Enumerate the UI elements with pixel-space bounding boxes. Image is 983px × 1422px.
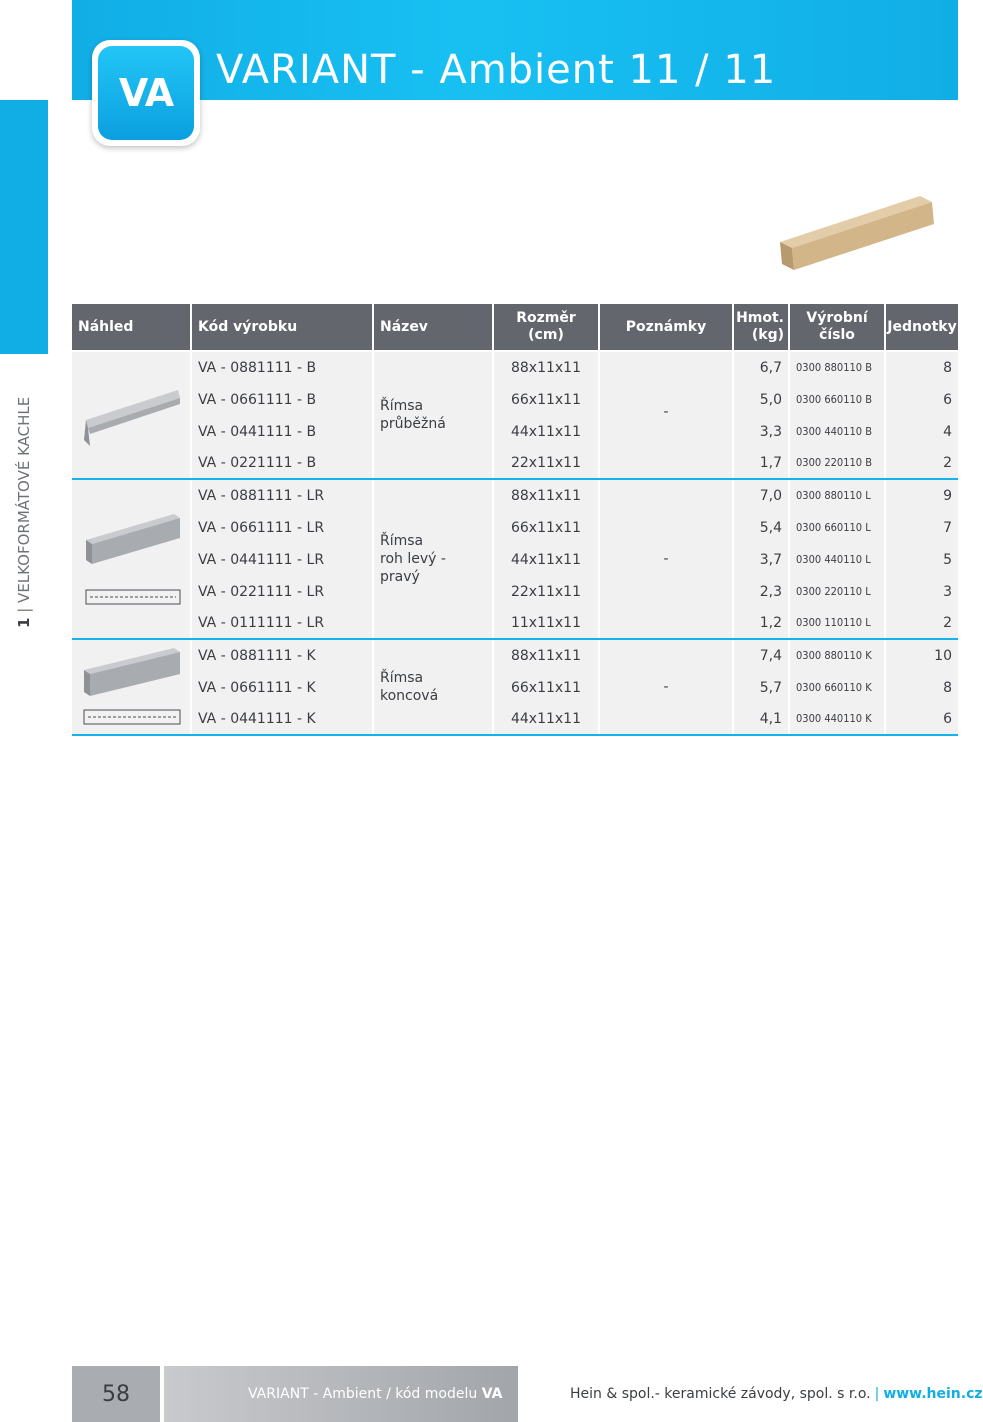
- code-cell: VA - 0881111 - K: [192, 640, 372, 672]
- prod-number-cell: 0300 110110 L: [790, 608, 884, 638]
- product-name-line1: Římsa: [380, 533, 424, 549]
- prod-number-cell: 0300 660110 K: [790, 672, 884, 704]
- units-cell: 3: [886, 576, 958, 608]
- col-header-prod-number: Výrobní číslo: [790, 304, 884, 350]
- prod-number-cell: 0300 220110 B: [790, 448, 884, 478]
- code-cell: VA - 0661111 - B: [192, 384, 372, 416]
- units-cell: 10: [886, 640, 958, 672]
- footer-variant-text: [248, 1366, 502, 1422]
- units-cell: 2: [886, 608, 958, 638]
- units-cell: 8: [886, 352, 958, 384]
- group-roh: [72, 480, 958, 640]
- group-separator: [72, 734, 958, 736]
- section-number: 1: [15, 617, 33, 628]
- preview-image-corner: [72, 480, 190, 638]
- footer-variant-label: VARIANT - Ambient / kód modelu: [248, 1386, 478, 1402]
- section-vertical-label: [10, 368, 38, 628]
- product-hero-image: [770, 190, 940, 280]
- weight-cell: 5,0: [734, 384, 788, 416]
- product-table: [72, 304, 958, 727]
- col-header-size-line1: Rozměr: [516, 310, 576, 326]
- va-logo: [92, 40, 200, 146]
- preview-cell: [72, 640, 190, 734]
- prod-number-cell: 0300 440110 B: [790, 416, 884, 448]
- code-cell: VA - 0881111 - B: [192, 352, 372, 384]
- col-header-size: [494, 304, 598, 350]
- weight-cell: 7,0: [734, 480, 788, 512]
- product-name-line2: roh levý - pravý: [380, 551, 446, 585]
- code-cell: VA - 0441111 - LR: [192, 544, 372, 576]
- size-cell: 66x11x11: [494, 512, 598, 544]
- weight-cell: 5,4: [734, 512, 788, 544]
- group-prubezna: [72, 352, 958, 480]
- size-cell: 88x11x11: [494, 352, 598, 384]
- website-link[interactable]: www.hein.cz: [883, 1386, 983, 1402]
- name-cell: [374, 640, 492, 734]
- prod-number-cell: 0300 220110 L: [790, 576, 884, 608]
- page-footer: [72, 1366, 983, 1422]
- col-header-weight-line2: (kg): [751, 327, 784, 343]
- prod-number-cell: 0300 880110 K: [790, 640, 884, 672]
- product-name-line1: Římsa: [380, 670, 424, 686]
- product-name-line2: koncová: [380, 688, 439, 704]
- preview-image-end: [72, 640, 190, 734]
- code-cell: VA - 0111111 - LR: [192, 608, 372, 638]
- va-logo-text: VA: [98, 46, 194, 140]
- name-cell: [374, 480, 492, 638]
- col-header-name: Název: [374, 304, 492, 350]
- preview-cell: [72, 480, 190, 638]
- units-cell: 9: [886, 480, 958, 512]
- units-cell: 4: [886, 416, 958, 448]
- size-cell: 22x11x11: [494, 576, 598, 608]
- code-cell: VA - 0221111 - LR: [192, 576, 372, 608]
- code-cell: VA - 0221111 - B: [192, 448, 372, 478]
- weight-cell: 4,1: [734, 704, 788, 734]
- prod-number-cell: 0300 880110 B: [790, 352, 884, 384]
- units-cell: 8: [886, 672, 958, 704]
- weight-cell: 7,4: [734, 640, 788, 672]
- prod-number-cell: 0300 880110 L: [790, 480, 884, 512]
- prod-number-cell: 0300 660110 B: [790, 384, 884, 416]
- code-cell: VA - 0441111 - K: [192, 704, 372, 734]
- col-header-size-line2: (cm): [528, 327, 564, 343]
- company-name: Hein & spol.- keramické závody, spol. s r.o.: [570, 1386, 871, 1402]
- col-header-code: Kód výrobku: [192, 304, 372, 350]
- footer-variant-code: VA: [481, 1386, 503, 1402]
- preview-image-straight: [72, 352, 190, 478]
- preview-cell: [72, 352, 190, 478]
- size-cell: 11x11x11: [494, 608, 598, 638]
- size-cell: 88x11x11: [494, 640, 598, 672]
- code-cell: VA - 0441111 - B: [192, 416, 372, 448]
- code-cell: VA - 0661111 - LR: [192, 512, 372, 544]
- notes-cell: -: [600, 640, 732, 734]
- size-cell: 44x11x11: [494, 416, 598, 448]
- prod-number-cell: 0300 440110 L: [790, 544, 884, 576]
- weight-cell: 2,3: [734, 576, 788, 608]
- code-cell: VA - 0881111 - LR: [192, 480, 372, 512]
- footer-separator: |: [874, 1386, 880, 1402]
- section-separator: |: [15, 607, 33, 613]
- table-header: [72, 304, 958, 350]
- weight-cell: 1,7: [734, 448, 788, 478]
- col-header-notes: Poznámky: [600, 304, 732, 350]
- product-name-line1: Římsa: [380, 398, 424, 414]
- prod-number-cell: 0300 660110 L: [790, 512, 884, 544]
- size-cell: 22x11x11: [494, 448, 598, 478]
- col-header-units: Jednotky: [886, 304, 958, 350]
- col-header-preview: Náhled: [72, 304, 190, 350]
- weight-cell: 3,7: [734, 544, 788, 576]
- size-cell: 88x11x11: [494, 480, 598, 512]
- weight-cell: 3,3: [734, 416, 788, 448]
- name-cell: [374, 352, 492, 478]
- size-cell: 66x11x11: [494, 384, 598, 416]
- weight-cell: 1,2: [734, 608, 788, 638]
- page-title: VARIANT - Ambient 11 / 11: [216, 47, 777, 93]
- units-cell: 6: [886, 384, 958, 416]
- group-koncova: [72, 640, 958, 736]
- page-number: 58: [72, 1366, 160, 1422]
- size-cell: 44x11x11: [494, 704, 598, 734]
- weight-cell: 6,7: [734, 352, 788, 384]
- units-cell: 5: [886, 544, 958, 576]
- code-cell: VA - 0661111 - K: [192, 672, 372, 704]
- units-cell: 2: [886, 448, 958, 478]
- units-cell: 7: [886, 512, 958, 544]
- notes-cell: -: [600, 480, 732, 638]
- col-header-weight-line1: Hmot.: [736, 310, 784, 326]
- prod-number-cell: 0300 440110 K: [790, 704, 884, 734]
- notes-cell: -: [600, 352, 732, 478]
- size-cell: 66x11x11: [494, 672, 598, 704]
- size-cell: 44x11x11: [494, 544, 598, 576]
- units-cell: 6: [886, 704, 958, 734]
- product-name-line2: průběžná: [380, 416, 446, 432]
- footer-company: [570, 1366, 983, 1422]
- section-name: VELKOFORMÁTOVÉ KACHLE: [15, 396, 33, 603]
- side-accent-tab: [0, 100, 48, 354]
- col-header-weight: [734, 304, 788, 350]
- weight-cell: 5,7: [734, 672, 788, 704]
